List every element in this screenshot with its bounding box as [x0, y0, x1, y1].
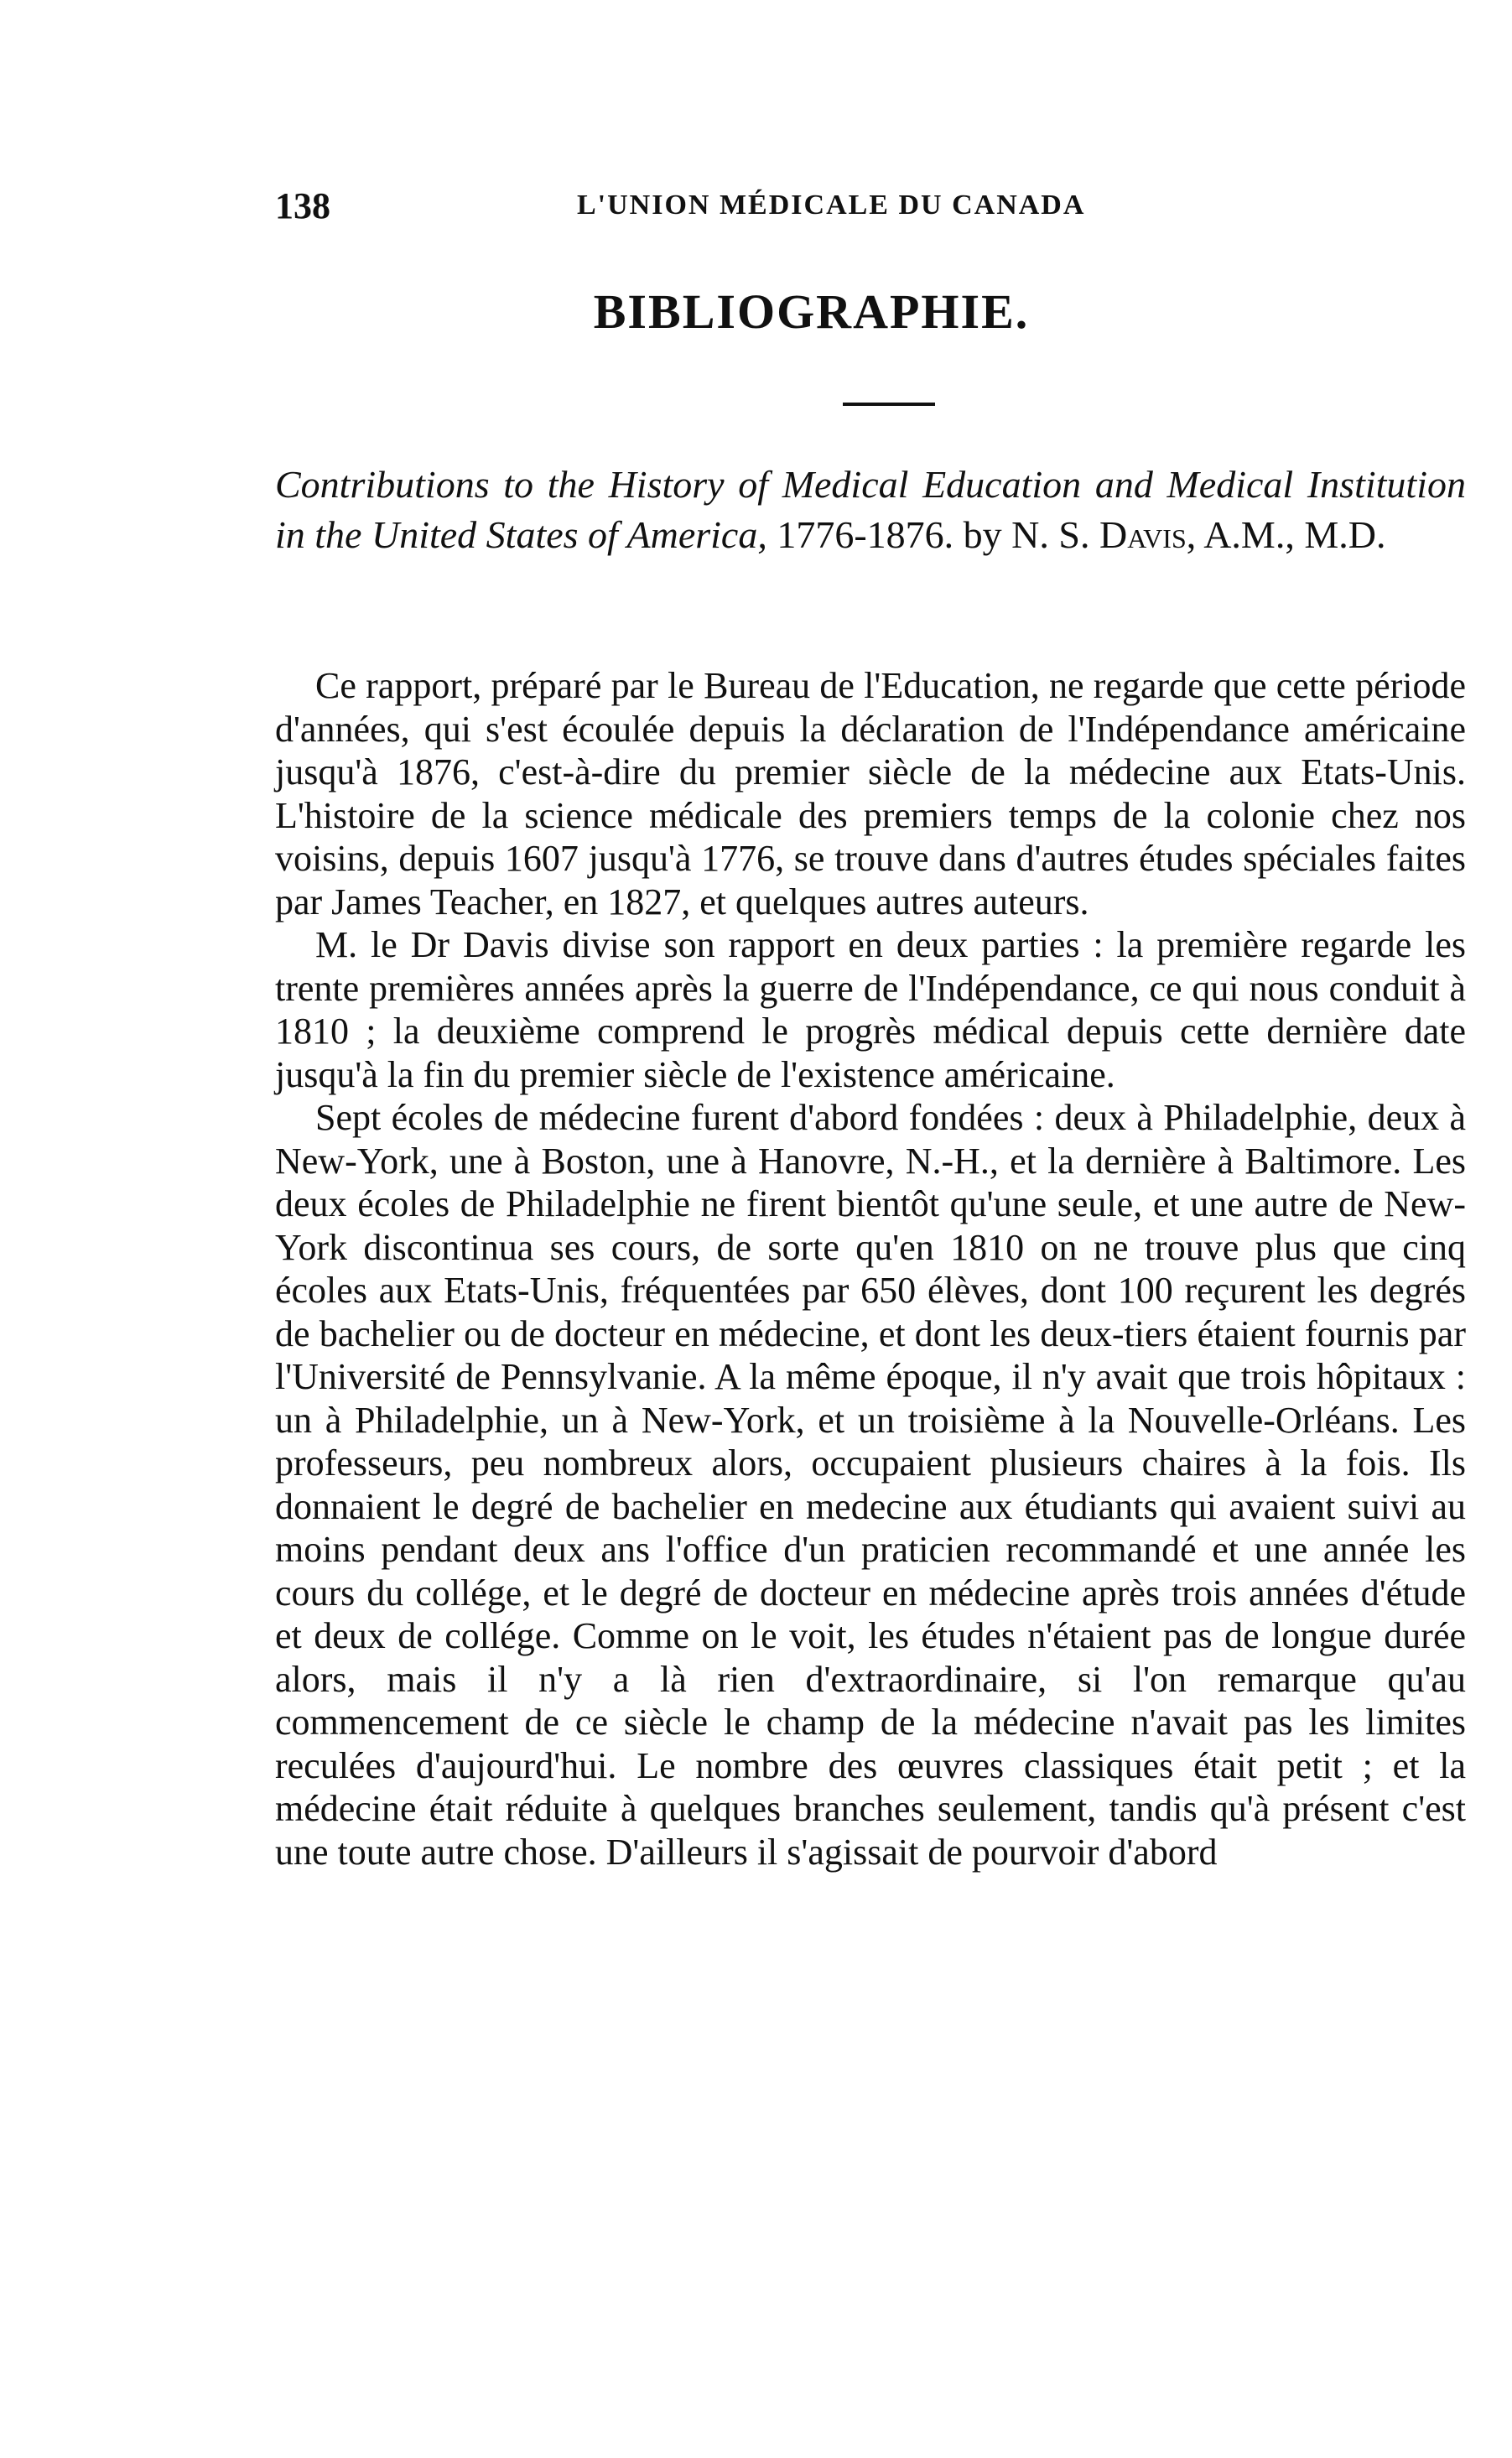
- paragraph: Sept écoles de médecine furent d'abord fondées : deux à Philadelphie, deux à New-York, une à Boston, une à Hanovre, N.-H., et la dernière à Baltimore. Les deux écoles de Philadelphie ne firent bientôt qu'une seule, et une autre de New-York discontinua ses cours, de sorte qu'en 1810 on ne trouve plus que cinq écoles aux Etats-Unis, fréquentées par 650 élèves, dont 100 reçurent les degrés de bachelier ou de docteur en médecine, et dont les deux-tiers étaient fournis par l'Université de Pennsylvanie. A la même époque, il n'y avait que trois hôpitaux : un à Philadelphie, un à New-York, et un troisième à la Nouvelle-Orléans. Les professeurs, peu nombreux alors, occupaient plusieurs chaires à la fois. Ils donnaient le degré de bachelier en medecine aux étudiants qui avaient suivi au moins pendant deux ans l'office d'un praticien recommandé et une année les cours du collége, et le degré de docteur en médecine après trois années d'étude et deux de collége. Comme on le voit, les études n'étaient pas de longue durée alors, mais il n'y a là rien d'extraordinaire, si l'on remarque qu'au commencement de ce siècle le champ de la médecine n'avait pas les limites reculées d'aujourd'hui. Le nombre des œuvres classiques était petit ; et la médecine était réduite à quelques branches seulement, tandis qu'à présent c'est une toute autre chose. D'ailleurs il s'agissait de pourvoir d'abord: [275, 1097, 1466, 1873]
- running-head: L'UNION MÉDICALE DU CANADA: [577, 190, 1086, 221]
- body-text: [275, 664, 1466, 1873]
- title-rule: [843, 403, 935, 406]
- citation-by: by: [963, 513, 1002, 556]
- paragraph: Ce rapport, préparé par le Bureau de l'Education, ne regarde que cette période d'années, qui s'est écoulée depuis la déclaration de l'Indépendance américaine jusqu'à 1876, c'est-à-dire du premier siècle de la médecine aux Etats-Unis. L'histoire de la science médicale des premiers temps de la colonie chez nos voisins, depuis 1607 jusqu'à 1776, se trouve dans d'autres études spéciales faites par James Teacher, en 1827, et quelques autres auteurs.: [275, 665, 1466, 922]
- page-number: 138: [275, 185, 330, 226]
- citation-title: Contributions to the History of Medical Education and Medical Institution in the United States of America,: [275, 463, 1466, 556]
- section-title: BIBLIOGRAPHIE.: [593, 284, 1030, 339]
- citation: [275, 460, 1466, 560]
- paragraph: M. le Dr Davis divise son rapport en deux parties : la première regarde les trente premières années après la guerre de l'Indépendance, ce qui nous conduit à 1810 ; la deuxième comprend le progrès médical depuis cette dernière date jusqu'à la fin du premier siècle de l'existence américaine.: [275, 924, 1466, 1095]
- citation-author: N. S. Davis, A.M., M.D.: [1011, 513, 1386, 556]
- citation-years: 1776-1876.: [777, 513, 954, 556]
- page-header: [275, 184, 1466, 235]
